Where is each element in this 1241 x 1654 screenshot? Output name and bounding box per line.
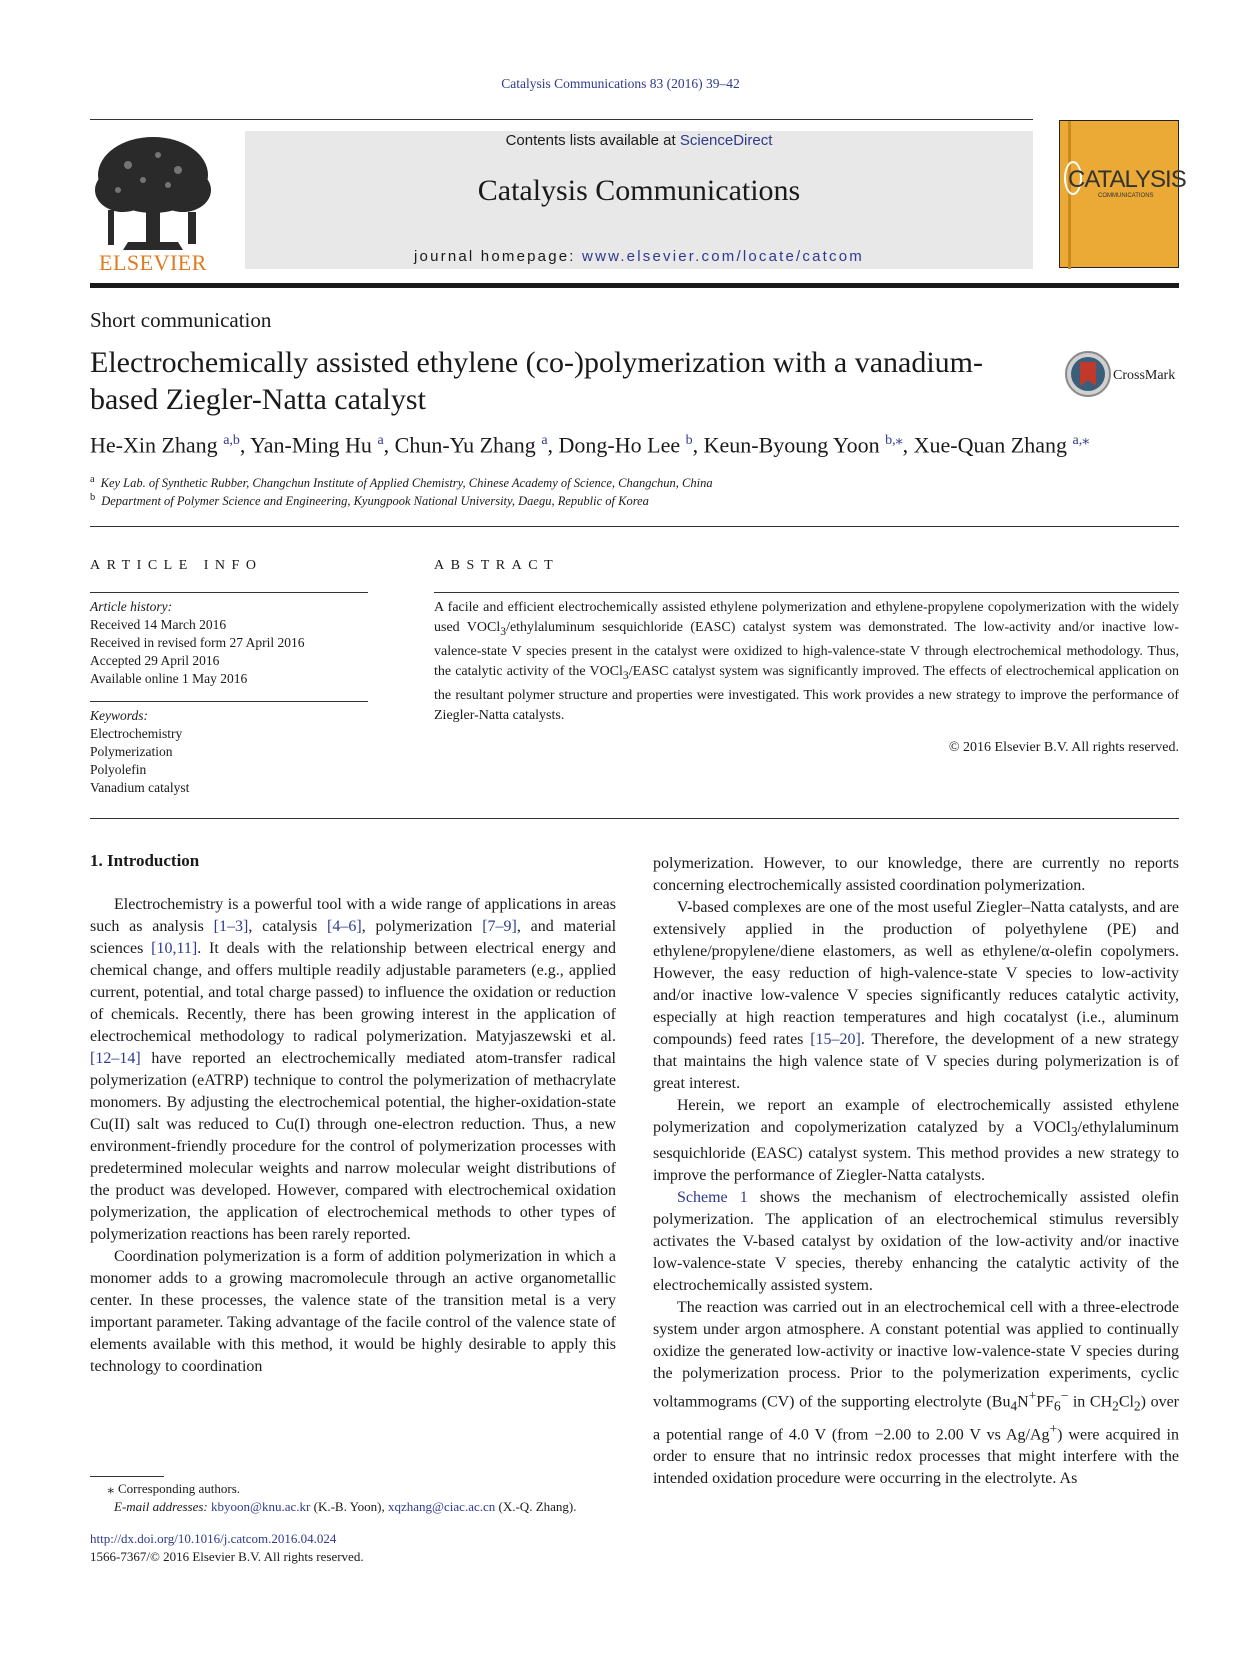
author-affil-mark[interactable]: a,⁎ xyxy=(1072,433,1090,448)
citation-link[interactable]: [1–3] xyxy=(213,918,249,935)
affiliation-text: Department of Polymer Science and Engineering, Kyungpook National University, Daegu, Republic of Korea xyxy=(101,494,649,509)
citation-link[interactable]: [4–6] xyxy=(327,918,362,935)
affiliation xyxy=(90,492,649,509)
abstract-heading: ABSTRACT xyxy=(434,558,560,573)
author-list: He-Xin Zhang $^{a,b}$, Yan-Ming Hu $^a$, Chun-Yu Zhang $^a$, Dong-Ho Lee $^b$, Keun-Byoung Yoon $^{b,⁎}$, Xue-Quan Zhang $^{a,⁎}$ xyxy=(90,432,1090,458)
article-info-heading: ARTICLE INFO xyxy=(90,558,263,573)
history-item: Received 14 March 2016 xyxy=(90,617,227,632)
cover-title: CATALYSIS xyxy=(1068,166,1186,193)
keywords xyxy=(90,707,368,797)
email-owner: (X.-Q. Zhang). xyxy=(495,1499,577,1514)
article-title: Electrochemically assisted ethylene (co-)polymerization with a vanadium-based Ziegler-Natta catalyst xyxy=(90,346,983,416)
keyword: Electrochemistry xyxy=(90,726,183,741)
email-label: E-mail addresses: xyxy=(114,1499,208,1514)
issn-copyright: 1566-7367/© 2016 Elsevier B.V. All rights reserved. xyxy=(90,1549,364,1564)
author-name: Dong-Ho Lee xyxy=(558,432,681,458)
header-thick-rule xyxy=(90,283,1179,288)
email-owner: (K.-B. Yoon), xyxy=(310,1499,389,1514)
paragraph: Scheme 1 shows the mechanism of electrochemically assisted olefin polymerization. The application of an electrochemical stimulus reversibly activates the V-based catalyst by oxidation of the low-activity and/or inactive low-valence-state V species, thereby enhancing the catalytic activity of the electrochemically assisted system. xyxy=(653,1189,1179,1295)
paragraph: Electrochemistry is a powerful tool with a wide range of applications in areas such as analysis [1–3], catalysis [4–6], polymerization [7–9], and material sciences [10,11]. It deals with the relationship between electrical energy and chemical change, and offers multiple readily adjustable parameters (e.g., applied current, potential, and total charge passed) to influence the oxidation or reduction of chemicals. Recently, there has been growing interest in the application of electrochemical methodology to radical polymerization. Matyjaszewski et al. [12–14] have reported an electrochemically mediated atom-transfer radical polymerization (eATRP) technique to control the polymerization of methacrylate monomers. By adjusting the electrochemical potential, the higher-oxidation-state Cu(II) salt was reduced to Cu(I) through one-electron reduction. Thus, a new environment-friendly procedure for the control of polymerization processes with predetermined molecular weights and narrow molecular weight distributions of the product was developed. However, compared with electrochemical oxidation polymerization, the application of electrochemical methods to other types of polymerization reactions has been rarely reported. xyxy=(90,896,617,1243)
info-rule xyxy=(90,701,368,702)
citation-link[interactable]: [15–20] xyxy=(810,1031,861,1048)
scheme-link[interactable]: Scheme 1 xyxy=(677,1189,748,1207)
affiliation xyxy=(90,474,713,491)
elsevier-wordmark: ELSEVIER xyxy=(99,250,207,275)
email-link[interactable]: xqzhang@ciac.ac.cn xyxy=(388,1499,496,1514)
section-rule xyxy=(90,526,1179,527)
affiliation-mark: a xyxy=(90,474,95,485)
author-affil-mark[interactable]: a xyxy=(541,433,548,448)
body-column-right xyxy=(653,853,1179,1490)
paragraph: The reaction was carried out in an electrochemical cell with a three-electrode system under argon atmosphere. A constant potential was applied to continually oxidize the generated low-activity or inactive low-valence-state V species during the polymerization process. Prior to the polymerization experiments, cyclic voltammograms (CV) of the supporting electrolyte ($Bu_4N^+PF_6^-$ in $CH_2Cl_2$) over a potential range of 4.0 V (from −2.00 to 2.00 V vs Ag/Ag+) were acquired in order to ensure that no intrinsic redox processes that might interfere with the intended oxidation procedure were occurring in the electrolyte. As xyxy=(653,1299,1179,1488)
article-type: Short communication xyxy=(90,308,272,332)
footnote-rule xyxy=(90,1476,164,1477)
homepage-link[interactable]: www.elsevier.com/locate/catcom xyxy=(582,248,864,265)
author-name: Keun-Byoung Yoon xyxy=(703,432,880,458)
email-link[interactable]: kbyoon@knu.ac.kr xyxy=(211,1499,311,1514)
footnote-text: Corresponding authors. xyxy=(118,1481,241,1496)
section-heading: 1. Introduction xyxy=(90,851,200,870)
affiliation-mark: b xyxy=(90,492,96,503)
homepage-prefix: journal homepage: xyxy=(414,248,583,265)
author-affil-mark[interactable]: b xyxy=(685,433,693,448)
body-column-left xyxy=(90,850,616,1378)
citation-link[interactable]: [7–9] xyxy=(482,918,517,935)
footnote-emails xyxy=(90,1498,650,1516)
keyword: Polyolefin xyxy=(90,762,147,777)
contents-line xyxy=(245,132,1033,149)
footnote-corresponding xyxy=(90,1480,650,1498)
sciencedirect-link[interactable]: ScienceDirect xyxy=(679,132,773,149)
section-rule xyxy=(90,818,1179,819)
article-history xyxy=(90,598,368,688)
affiliation-text: Key Lab. of Synthetic Rubber, Changchun Institute of Applied Chemistry, Chinese Academy of Science, Changchun, China xyxy=(100,476,713,491)
header-rule xyxy=(90,119,1033,120)
keyword: Polymerization xyxy=(90,744,173,759)
paragraph: Coordination polymerization is a form of addition polymerization in which a monomer adds to a growing macromolecule through an active organometallic center. In these processes, the valence state of the transition metal is a very important parameter. Taking advantage of the facile control of the valence state of elements available with this method, it would be highly desirable to apply this technology to coordination xyxy=(90,1248,616,1375)
journal-name: Catalysis Communications xyxy=(477,174,801,207)
paragraph: Herein, we report an example of electrochemically assisted ethylene polymerization and copolymerization catalyzed by a VOCl$_3$/ethylaluminum sesquichloride (EASC) catalyst system. This method provides a new strategy to improve the performance of Ziegler-Natta catalysts. xyxy=(653,1097,1179,1185)
crossmark-icon[interactable] xyxy=(1064,350,1112,398)
keyword: Vanadium catalyst xyxy=(90,780,190,795)
author-affil-mark[interactable]: b,⁎ xyxy=(885,433,903,448)
doi-link[interactable]: http://dx.doi.org/10.1016/j.catcom.2016.04.024 xyxy=(90,1531,337,1546)
author-affil-mark[interactable]: a xyxy=(377,433,384,448)
abstract-rule xyxy=(434,592,1179,593)
cover-stripe xyxy=(1068,121,1071,269)
author-affil-mark[interactable]: a,b xyxy=(223,433,240,448)
abstract-copyright: © 2016 Elsevier B.V. All rights reserved. xyxy=(948,740,1179,755)
history-item: Received in revised form 27 April 2016 xyxy=(90,635,305,650)
crossmark-label[interactable]: CrossMark xyxy=(1113,368,1176,383)
cover-subtitle: COMMUNICATIONS xyxy=(1098,193,1154,199)
citation-link[interactable]: [10,11] xyxy=(151,940,198,957)
footnote-star: ⁎ xyxy=(107,1481,114,1496)
history-item: Accepted 29 April 2016 xyxy=(90,653,220,668)
keywords-label: Keywords: xyxy=(90,708,148,723)
abstract-text: A facile and efficient electrochemically assisted ethylene polymerization and ethylene-propylene copolymerization with the widely used VOCl$_3$/ethylaluminum sesquichloride (EASC) catalyst system was demonstrated. The low-activity and/or inactive low-valence-state V species present in the catalyst were oxidized to high-valence-state V through electrochemical methodology. Thus, the catalytic activity of the VOCl$_3$/EASC catalyst system was significantly improved. The effects of electrochemical application on the resultant polymer structure and properties were investigated. This work provides a new strategy to improve the performance of Ziegler-Natta catalysts. xyxy=(434,600,1179,723)
journal-cover[interactable] xyxy=(1059,120,1186,268)
author-name: Yan-Ming Hu xyxy=(250,432,372,458)
history-label: Article history: xyxy=(90,599,173,614)
author-name: He-Xin Zhang xyxy=(90,432,218,458)
homepage-line xyxy=(245,248,1033,265)
footnote xyxy=(90,1480,650,1516)
info-rule xyxy=(90,592,368,593)
journal-citation[interactable]: Catalysis Communications 83 (2016) 39–42 xyxy=(501,76,740,91)
contents-prefix: Contents lists available at xyxy=(505,132,680,149)
paragraph: polymerization. However, to our knowledge, there are currently no reports concerning electrochemically assisted coordination polymerization. xyxy=(653,855,1179,894)
author-name: Chun-Yu Zhang xyxy=(394,432,536,458)
history-item: Available online 1 May 2016 xyxy=(90,671,248,686)
author-name: Xue-Quan Zhang xyxy=(913,432,1067,458)
citation-link[interactable]: [12–14] xyxy=(90,1050,141,1067)
paragraph: V-based complexes are one of the most useful Ziegler–Natta catalysts, and are extensively applied in the production of polyethylene (PE) and ethylene/propylene/diene elastomers, as well as ethylene/α-olefin copolymers. However, the easy reduction of high-valence-state V species to low-activity and/or inactive low-valence V species significantly reduces catalytic activity, especially at high reaction temperatures and high cocatalyst (i.e., aluminum compounds) feed rates [15–20]. Therefore, the development of a new strategy that maintains the high valence state of V species during polymerization is of great interest. xyxy=(653,899,1179,1092)
